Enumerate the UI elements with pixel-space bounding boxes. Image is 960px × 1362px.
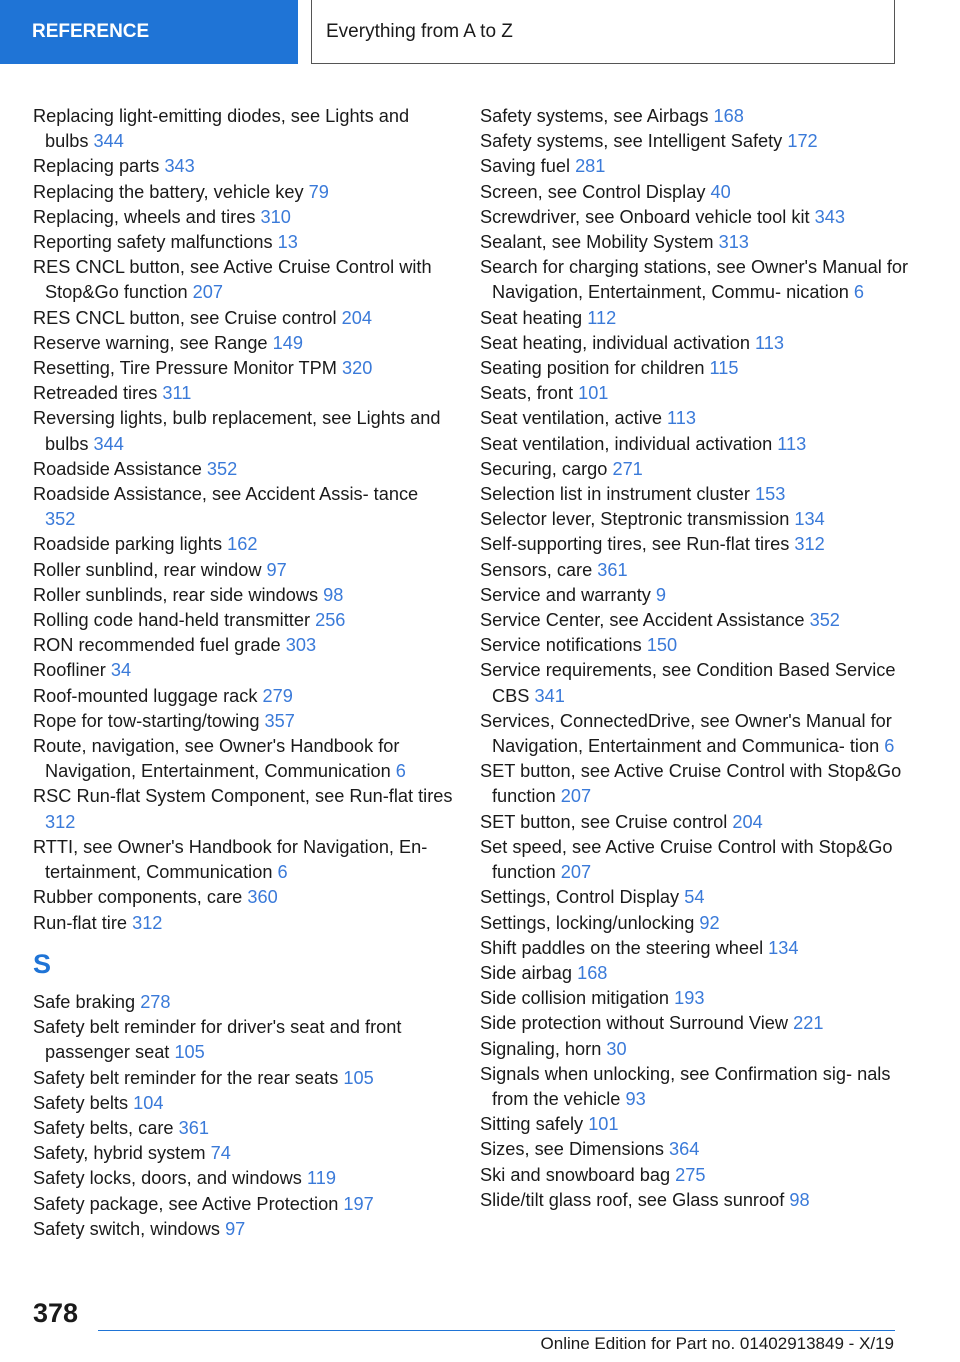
entry-text: Sitting safely	[480, 1114, 584, 1135]
index-entry	[33, 709, 453, 734]
page-link[interactable]: 193	[674, 988, 705, 1009]
page-link[interactable]: 278	[140, 991, 171, 1012]
page-link[interactable]: 113	[755, 332, 785, 353]
page-link[interactable]: 204	[732, 811, 763, 832]
page-link[interactable]: 352	[809, 610, 840, 631]
entry-text: Securing, cargo	[480, 458, 608, 479]
index-entry	[480, 532, 910, 557]
index-entry	[480, 356, 910, 381]
index-entry	[480, 1062, 910, 1112]
index-entry	[480, 104, 910, 129]
entry-text: Screwdriver, see Onboard vehicle tool kit	[480, 206, 810, 227]
index-entry	[480, 255, 910, 305]
page-link[interactable]: 344	[93, 131, 124, 152]
index-entry	[480, 507, 910, 532]
entry-text: Seat ventilation, individual activation	[480, 433, 773, 454]
index-entry	[33, 205, 453, 230]
page-link[interactable]: 98	[323, 584, 344, 605]
section-tab	[0, 0, 298, 64]
page-link[interactable]: 312	[132, 912, 163, 933]
entry-text: Run‐flat tire	[33, 912, 128, 933]
entry-text: RTTI, see Owner's Handbook for Navigation, En‐ tertainment, Communication	[33, 836, 428, 883]
index-group-s-continued	[480, 104, 910, 1213]
index-entry	[480, 558, 910, 583]
section-letter: S	[33, 948, 52, 979]
index-entry	[33, 1217, 453, 1242]
index-entry	[33, 633, 453, 658]
index-entry	[480, 432, 910, 457]
entry-text: Rubber components, care	[33, 887, 243, 908]
entry-text: Safety belt reminder for driver's seat and front passenger seat	[33, 1017, 402, 1063]
entry-text: Retreaded tires	[33, 383, 158, 404]
index-entry	[33, 230, 453, 255]
entry-text: SET button, see Cruise control	[480, 811, 728, 832]
entry-text: Replacing, wheels and tires	[33, 206, 256, 227]
page-link[interactable]: 343	[164, 156, 195, 177]
entry-text: Services, ConnectedDrive, see Owner's Manual for Navigation, Entertainment and Communica‐ tion	[480, 710, 892, 757]
page-link[interactable]: 13	[277, 232, 298, 253]
page-link[interactable]: 320	[341, 358, 373, 379]
page-link[interactable]: 310	[260, 206, 291, 227]
page-link[interactable]: 34	[110, 660, 132, 681]
entry-text: Replacing parts	[33, 156, 160, 177]
entry-text: Seat heating, individual activation	[480, 332, 750, 353]
page-link[interactable]: 341	[534, 685, 565, 706]
page-link[interactable]: 207	[560, 862, 592, 883]
page-link[interactable]: 6	[277, 862, 288, 883]
index-entry	[480, 154, 910, 179]
index-entry	[33, 306, 453, 331]
entry-text: Roadside parking lights	[33, 534, 223, 555]
index-group-r	[33, 104, 453, 936]
page-link[interactable]: 30	[606, 1038, 627, 1059]
entry-text: Reversing lights, bulb replacement, see Lights and bulbs	[33, 408, 441, 454]
index-entry	[33, 255, 453, 305]
index-entry	[480, 759, 910, 809]
entry-text: Sealant, see Mobility System	[480, 232, 714, 253]
index-entry	[33, 1066, 453, 1091]
page-link[interactable]: 204	[341, 307, 373, 328]
index-entry	[480, 885, 910, 910]
entry-text: Rolling code hand‐held transmitter	[33, 610, 311, 631]
entry-text: Settings, Control Display	[480, 887, 680, 908]
entry-text: Safety belts	[33, 1092, 129, 1113]
page-link[interactable]: 54	[684, 887, 705, 908]
index-entry	[480, 457, 910, 482]
page-link[interactable]: 97	[225, 1218, 246, 1239]
page-link[interactable]: 74	[210, 1143, 231, 1164]
page-link[interactable]: 79	[308, 181, 329, 202]
index-entry	[480, 1112, 910, 1137]
index-entry	[480, 608, 910, 633]
entry-text: Side airbag	[480, 962, 573, 983]
page-link[interactable]: 343	[814, 206, 845, 227]
index-entry	[480, 306, 910, 331]
entry-text: RON recommended fuel grade	[33, 635, 281, 656]
page-link[interactable]: 149	[272, 332, 303, 353]
index-entry	[480, 633, 910, 658]
page-link[interactable]: 93	[625, 1088, 646, 1109]
index-entry	[480, 205, 910, 230]
page-link[interactable]: 6	[853, 282, 865, 303]
entry-text: Ski and snowboard bag	[480, 1164, 671, 1185]
index-entry	[480, 1163, 910, 1188]
entry-text: Shift paddles on the steering wheel	[480, 937, 764, 958]
index-entry	[33, 1015, 453, 1065]
page-link[interactable]: 352	[206, 458, 238, 479]
entry-text: Safety package, see Active Protection	[33, 1193, 339, 1214]
index-entry	[33, 1192, 453, 1217]
index-entry	[33, 558, 453, 583]
index-entry	[480, 1188, 910, 1213]
index-entry	[480, 986, 910, 1011]
entry-text: Reserve warning, see Range	[33, 332, 268, 353]
index-entry	[480, 709, 910, 759]
entry-text: RES CNCL button, see Active Cruise Control with Stop&Go function	[33, 257, 432, 303]
edition-footer: Online Edition for Part no. 01402913849 - X/19	[540, 1334, 894, 1353]
header-title: Everything from A to Z	[326, 20, 513, 42]
index-group-s	[33, 990, 453, 1242]
index-entry	[33, 457, 453, 482]
index-entry	[480, 936, 910, 961]
index-entry	[480, 129, 910, 154]
page-link[interactable]: 352	[45, 509, 76, 530]
index-entry	[33, 684, 453, 709]
entry-text: Safety switch, windows	[33, 1218, 220, 1239]
entry-text: Selection list in instrument cluster	[480, 484, 750, 505]
index-entry	[33, 990, 453, 1015]
entry-text: Roadside Assistance	[33, 458, 202, 479]
entry-text: RES CNCL button, see Cruise control	[33, 307, 337, 328]
index-entry	[33, 154, 453, 179]
index-column-right	[480, 104, 910, 1213]
page-link[interactable]: 168	[577, 962, 608, 983]
page-link[interactable]: 357	[264, 710, 295, 731]
entry-text: Roadside Assistance, see Accident Assis‐ tance	[33, 484, 419, 505]
entry-text: SET button, see Active Cruise Control with Stop&Go function	[480, 761, 902, 807]
index-entry	[480, 381, 910, 406]
index-entry	[33, 532, 453, 557]
entry-text: Roof‐mounted luggage rack	[33, 685, 258, 706]
index-entry	[480, 331, 910, 356]
entry-text: Safety systems, see Intelligent Safety	[480, 131, 783, 152]
index-entry	[33, 583, 453, 608]
page-link[interactable]: 221	[793, 1013, 824, 1034]
page-link[interactable]: 344	[93, 433, 124, 454]
entry-text: Roller sunblinds, rear side windows	[33, 584, 319, 605]
page-link[interactable]: 360	[247, 887, 278, 908]
entry-text: Seat heating	[480, 307, 583, 328]
page-link[interactable]: 271	[612, 458, 643, 479]
entry-text: Side protection without Surround View	[480, 1013, 789, 1034]
entry-text: Side collision mitigation	[480, 988, 670, 1009]
page-link[interactable]: 150	[646, 635, 678, 656]
entry-text: Service notifications	[480, 635, 642, 656]
index-entry	[33, 608, 453, 633]
entry-text: Sizes, see Dimensions	[480, 1139, 664, 1160]
entry-text: Resetting, Tire Pressure Monitor TPM	[33, 358, 337, 379]
index-entry	[33, 356, 453, 381]
index-entry	[480, 810, 910, 835]
entry-text: Set speed, see Active Cruise Control with Stop&Go function	[480, 836, 893, 883]
page-link[interactable]: 279	[262, 685, 293, 706]
entry-text: Safety locks, doors, and windows	[33, 1168, 302, 1189]
entry-text: Sensors, care	[480, 559, 593, 580]
entry-text: Seat ventilation, active	[480, 408, 662, 429]
page-link[interactable]: 115	[709, 358, 739, 379]
index-entry	[33, 658, 453, 683]
index-entry	[480, 406, 910, 431]
index-entry	[33, 1166, 453, 1191]
index-entry	[480, 911, 910, 936]
index-entry	[480, 658, 910, 708]
entry-text: Replacing light‐emitting diodes, see Lights and bulbs	[33, 106, 410, 152]
index-entry	[33, 885, 453, 910]
page-link[interactable]: 207	[192, 282, 223, 303]
page-link[interactable]: 275	[675, 1164, 706, 1185]
index-entry	[480, 1011, 910, 1036]
index-entry	[480, 583, 910, 608]
index-entry	[33, 406, 453, 456]
page-link[interactable]: 113	[777, 433, 807, 454]
index-entry	[480, 230, 910, 255]
page-link[interactable]: 119	[306, 1168, 336, 1189]
index-entry	[33, 180, 453, 205]
page-link[interactable]: 9	[655, 584, 667, 605]
index-entry	[33, 104, 453, 154]
entry-text: Settings, locking/unlocking	[480, 912, 695, 933]
entry-text: Safety belts, care	[33, 1117, 174, 1138]
section-label: REFERENCE	[32, 21, 150, 42]
index-entry	[33, 1091, 453, 1116]
page-link[interactable]: 105	[174, 1042, 205, 1063]
entry-text: Roller sunblind, rear window	[33, 559, 262, 580]
entry-text: Seats, front	[480, 383, 574, 404]
entry-text: Safe braking	[33, 991, 136, 1012]
index-column-left	[33, 104, 453, 1242]
entry-text: RSC Run‐flat System Component, see Run‐flat tires	[33, 786, 453, 807]
entry-text: Selector lever, Steptronic transmission	[480, 509, 790, 530]
page-link[interactable]: 97	[266, 559, 287, 580]
index-entry	[33, 734, 453, 784]
entry-text: Safety systems, see Airbags	[480, 106, 709, 126]
page-link[interactable]: 364	[669, 1139, 700, 1160]
page-link[interactable]: 6	[884, 736, 895, 757]
entry-text: Self‐supporting tires, see Run‐flat tires	[480, 534, 790, 555]
page-link[interactable]: 98	[789, 1189, 810, 1210]
entry-text: Screen, see Control Display	[480, 181, 706, 202]
index-entry	[480, 482, 910, 507]
page-link[interactable]: 112	[587, 307, 617, 328]
page-link[interactable]: 197	[343, 1193, 374, 1214]
index-entry	[480, 961, 910, 986]
page-link[interactable]: 281	[575, 156, 606, 177]
page-link[interactable]: 101	[578, 383, 609, 404]
page-link[interactable]: 101	[588, 1114, 619, 1135]
entry-text: Service Center, see Accident Assistance	[480, 610, 805, 631]
page-link[interactable]: 312	[794, 534, 825, 555]
entry-text: Saving fuel	[480, 156, 570, 177]
index-entry	[33, 784, 453, 834]
page-link[interactable]: 361	[178, 1117, 209, 1138]
page-link[interactable]: 153	[754, 484, 786, 505]
page-link[interactable]: 134	[768, 937, 799, 958]
page-number: 378	[33, 1298, 79, 1328]
page-link[interactable]: 168	[713, 106, 744, 126]
page-link[interactable]: 361	[597, 559, 628, 580]
page-link[interactable]: 313	[718, 232, 749, 253]
page-link[interactable]: 303	[285, 635, 317, 656]
entry-text: Search for charging stations, see Owner's Manual for Navigation, Entertainment, Commu‐ nication	[480, 257, 909, 303]
entry-text: Roofliner	[33, 660, 106, 681]
index-entry	[33, 835, 453, 885]
entry-text: Safety belt reminder for the rear seats	[33, 1067, 339, 1088]
entry-text: Service requirements, see Condition Based Service CBS	[480, 660, 896, 706]
page-link[interactable]: 104	[133, 1092, 164, 1113]
footer-divider	[98, 1330, 895, 1331]
page-link[interactable]: 311	[162, 383, 192, 404]
index-entry	[33, 1141, 453, 1166]
index-entry	[480, 835, 910, 885]
page-header	[311, 0, 895, 64]
entry-text: Slide/tilt glass roof, see Glass sunroof	[480, 1189, 785, 1210]
entry-text: Route, navigation, see Owner's Handbook for Navigation, Entertainment, Communication	[33, 736, 400, 782]
page-link[interactable]: 207	[560, 786, 592, 807]
page-link[interactable]: 105	[343, 1067, 374, 1088]
index-entry	[33, 1116, 453, 1141]
index-entry	[480, 1137, 910, 1162]
entry-text: Signals when unlocking, see Confirmation sig‐ nals from the vehicle	[480, 1063, 891, 1109]
index-entry	[480, 1037, 910, 1062]
entry-text: Seating position for children	[480, 358, 705, 379]
page-link[interactable]: 172	[787, 131, 818, 152]
entry-text: Reporting safety malfunctions	[33, 232, 273, 253]
page-link[interactable]: 6	[395, 761, 406, 782]
entry-text: Signaling, horn	[480, 1038, 602, 1059]
page-link[interactable]: 134	[794, 509, 825, 530]
index-entry	[33, 482, 453, 532]
entry-text: Replacing the battery, vehicle key	[33, 181, 304, 202]
index-entry	[480, 180, 910, 205]
page-link[interactable]: 312	[45, 811, 76, 832]
index-entry	[33, 331, 453, 356]
page-link[interactable]: 162	[227, 534, 258, 555]
page-link[interactable]: 256	[315, 610, 346, 631]
page-link[interactable]: 92	[699, 912, 720, 933]
entry-text: Service and warranty	[480, 584, 651, 605]
index-entry	[33, 911, 453, 936]
page-link[interactable]: 40	[710, 181, 731, 202]
entry-text: Safety, hybrid system	[33, 1143, 206, 1164]
index-entry	[33, 381, 453, 406]
page-link[interactable]: 113	[667, 408, 697, 429]
entry-text: Rope for tow‐starting/towing	[33, 710, 260, 731]
